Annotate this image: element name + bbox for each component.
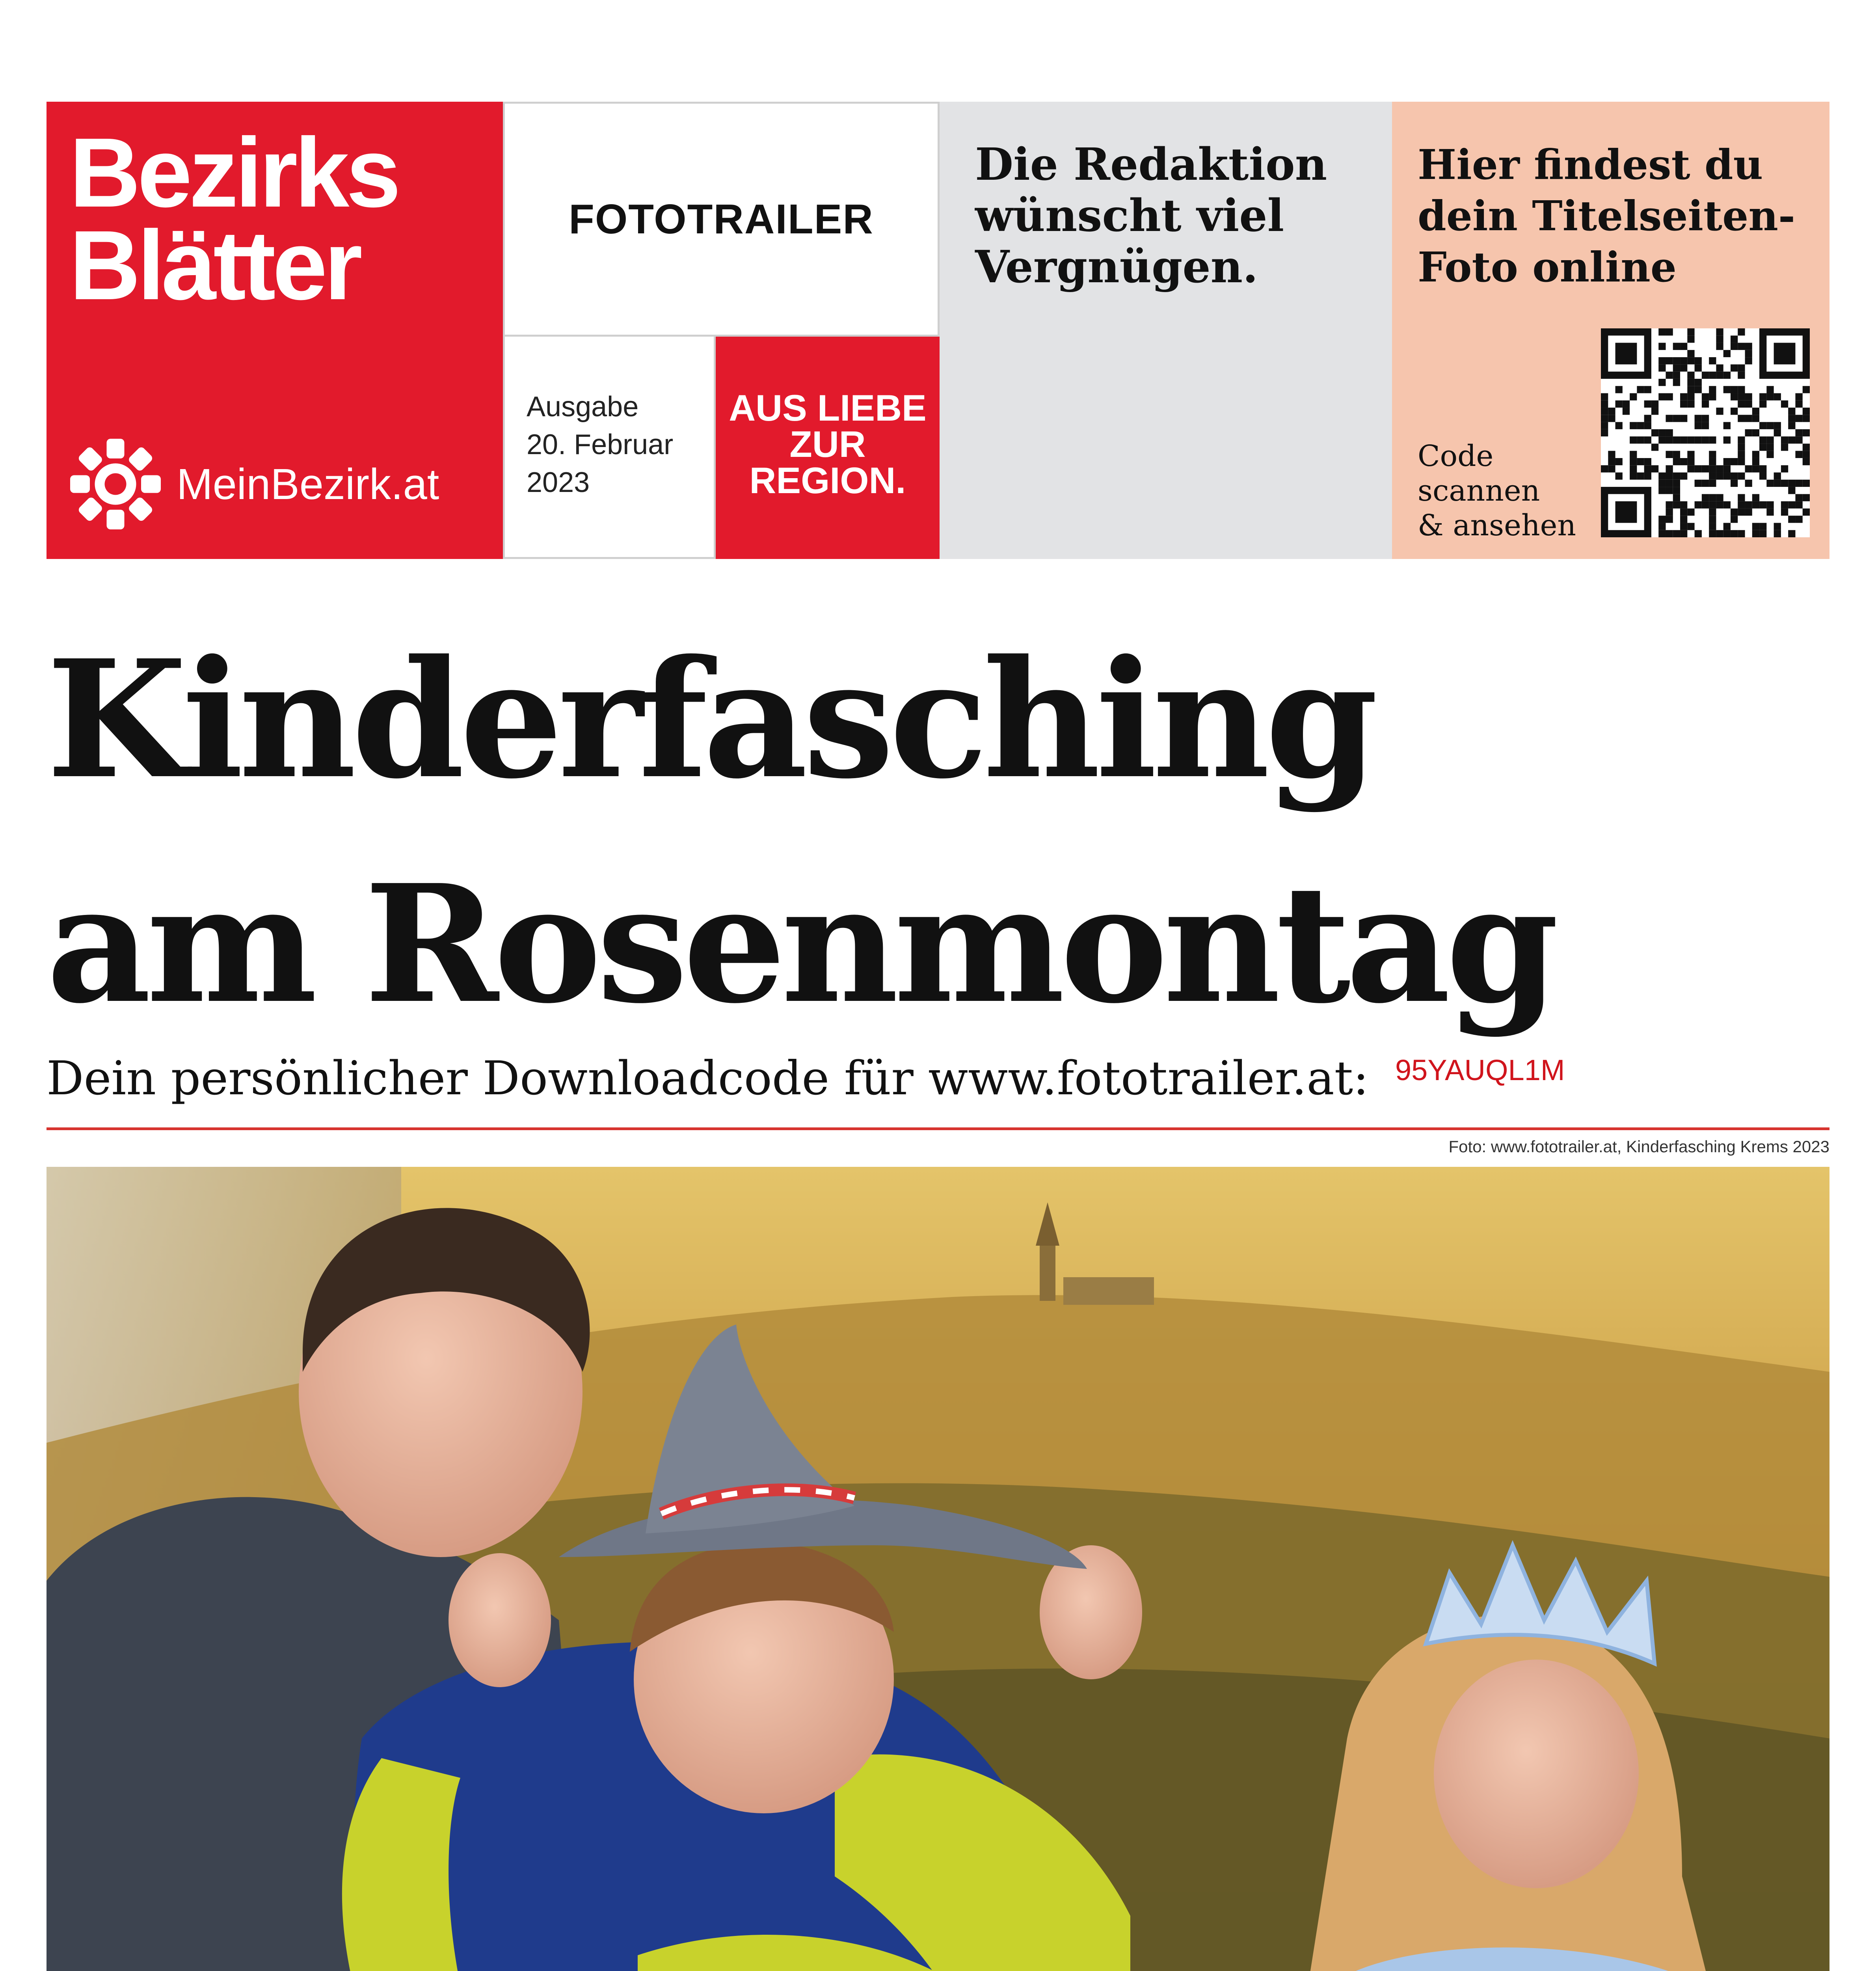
bezirksblaetter-logo[interactable] xyxy=(47,102,503,559)
slogan-line-2: ZUR xyxy=(789,423,866,465)
greeting-line-3: Vergnügen. xyxy=(975,241,1258,293)
issue-date: 20. Februar xyxy=(527,429,674,460)
carnival-family-photo xyxy=(47,1167,1829,1971)
qr-hint-line-1: Code xyxy=(1418,439,1494,473)
slogan-line-3: REGION. xyxy=(749,460,906,501)
headline-line-2: am Rosenmontag xyxy=(47,849,1554,1039)
qr-title-line-3: Foto online xyxy=(1418,243,1677,291)
qr-hint-line-2: scannen xyxy=(1418,474,1540,508)
logo-line-2: Blätter xyxy=(69,210,359,320)
qr-title-line-2: dein Titelseiten- xyxy=(1418,192,1796,240)
qr-hint-line-3: & ansehen xyxy=(1418,509,1576,542)
greeting-line-2: wünscht viel xyxy=(975,190,1284,242)
download-code: 95YAUQL1M xyxy=(1395,1054,1565,1086)
qr-title xyxy=(1418,139,1795,293)
headline-line-1: Kinderfasching xyxy=(47,624,1374,814)
qr-title-line-1: Hier findest du xyxy=(1418,140,1763,189)
editorial-greeting xyxy=(940,102,1392,559)
site-name: MeinBezirk.at xyxy=(177,460,439,509)
qr-code-icon[interactable] xyxy=(1601,328,1810,537)
issue-info xyxy=(503,337,716,559)
divider xyxy=(47,1127,1829,1130)
section-title: FOTOTRAILER xyxy=(503,102,940,337)
headline xyxy=(47,607,1554,1056)
issue-year: 2023 xyxy=(527,467,590,498)
download-label: Dein persönlicher Downloadcode für www.fototrailer.at: xyxy=(47,1051,1369,1105)
qr-panel xyxy=(1392,102,1829,559)
greeting-line-1: Die Redaktion xyxy=(975,139,1327,190)
cover-photo xyxy=(47,1167,1829,1971)
sunburst-icon xyxy=(66,435,165,533)
meinbezirk-brand[interactable] xyxy=(66,435,439,533)
qr-hint xyxy=(1418,439,1576,543)
slogan-badge xyxy=(716,337,940,559)
issue-label: Ausgabe xyxy=(527,391,639,423)
slogan-line-1: AUS LIEBE xyxy=(729,387,927,428)
photo-credit: Foto: www.fototrailer.at, Kinderfasching Krems 2023 xyxy=(1448,1137,1829,1156)
logo-line-1: Bezirks xyxy=(69,117,398,227)
